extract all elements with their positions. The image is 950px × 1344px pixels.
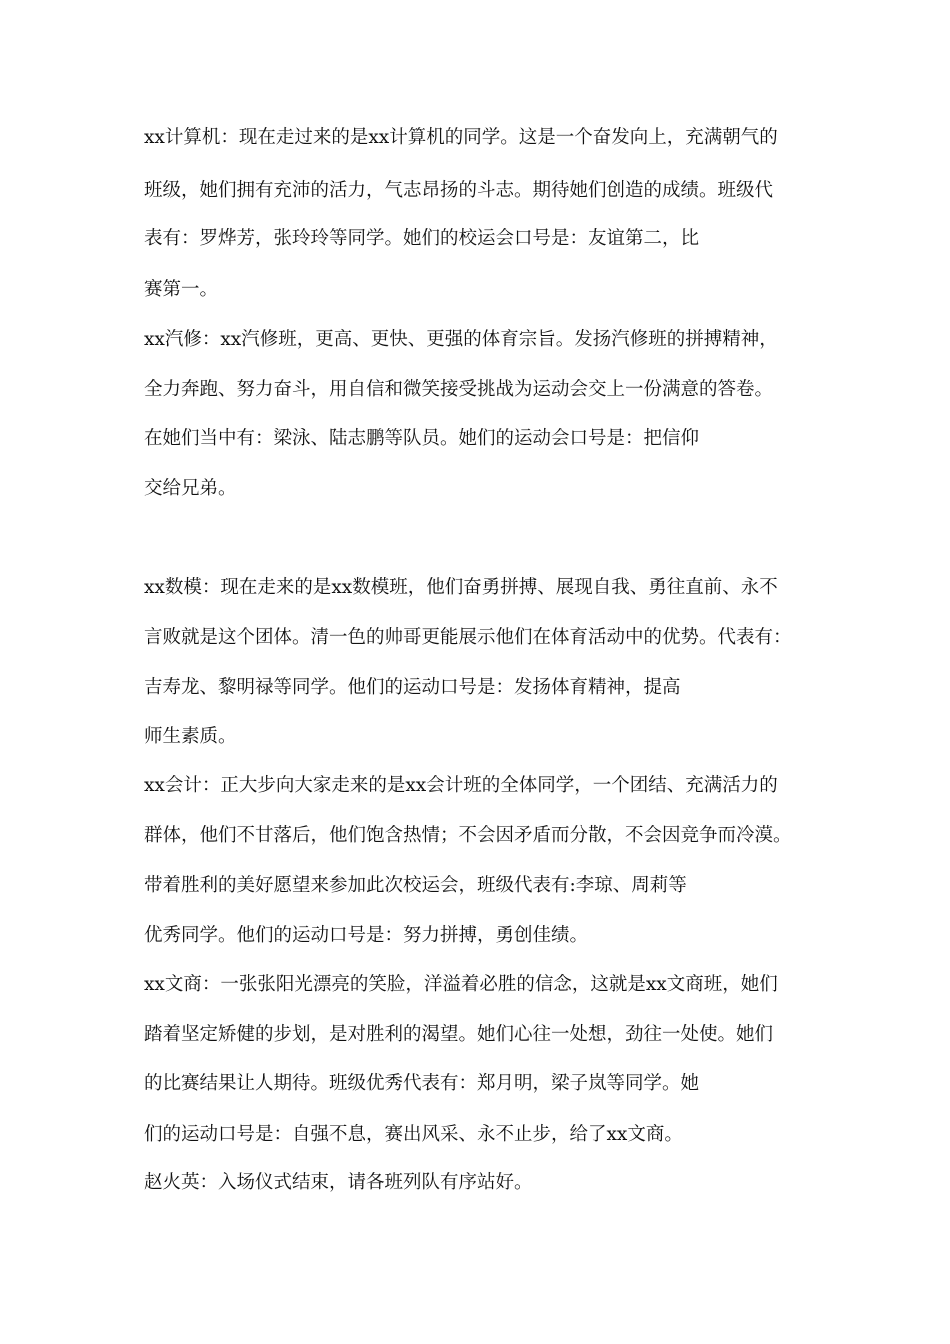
text-line: 带着胜利的美好愿望来参加此次校运会，班级代表有:李琼、周莉等 [144,875,687,896]
text-line: 优秀同学。他们的运动口号是：努力拼搏，勇创佳绩。 [144,925,589,946]
text-line: xx汽修：xx汽修班，更高、更快、更强的体育宗旨。发扬汽修班的拼搏精神， [144,329,778,350]
text-line: 班级，她们拥有充沛的活力，气志昂扬的斗志。期待她们创造的成绩。班级代 [144,180,774,201]
text-line: xx会计：正大步向大家走来的是xx会计班的全体同学，一个团结、充满活力的 [144,775,778,796]
text-line: 们的运动口号是：自强不息，赛出风采、永不止步，给了xx文商。 [144,1124,683,1145]
text-line: 言败就是这个团体。清一色的帅哥更能展示他们在体育活动中的优势。代表有： [144,627,792,648]
text-line: 的比赛结果让人期待。班级优秀代表有：郑月明，梁子岚等同学。她 [144,1073,700,1094]
text-line: 群体，他们不甘落后，他们饱含热情；不会因矛盾而分散，不会因竞争而冷漠。 [144,825,792,846]
text-line: xx计算机：现在走过来的是xx计算机的同学。这是一个奋发向上，充满朝气的 [144,127,778,148]
text-line: xx文商：一张张阳光漂亮的笑脸，洋溢着必胜的信念，这就是xx文商班，她们 [144,974,778,995]
text-line: 全力奔跑、努力奋斗，用自信和微笑接受挑战为运动会交上一份满意的答卷。 [144,379,774,400]
text-line: 交给兄弟。 [144,478,237,499]
text-line: xx数模：现在走来的是xx数模班，他们奋勇拼搏、展现自我、勇往直前、永不 [144,577,778,598]
text-line: 赵火英：入场仪式结束，请各班列队有序站好。 [144,1172,533,1193]
text-line: 表有：罗烨芳，张玲玲等同学。她们的校运会口号是：友谊第二，比 [144,228,700,249]
text-line: 在她们当中有：梁泳、陆志鹏等队员。她们的运动会口号是：把信仰 [144,428,700,449]
text-line: 赛第一。 [144,279,219,300]
text-line: 师生素质。 [144,726,237,747]
text-line: 踏着坚定矫健的步划，是对胜利的渴望。她们心往一处想，劲往一处使。她们 [144,1024,774,1045]
text-line: 吉寿龙、黎明禄等同学。他们的运动口号是：发扬体育精神，提高 [144,677,681,698]
